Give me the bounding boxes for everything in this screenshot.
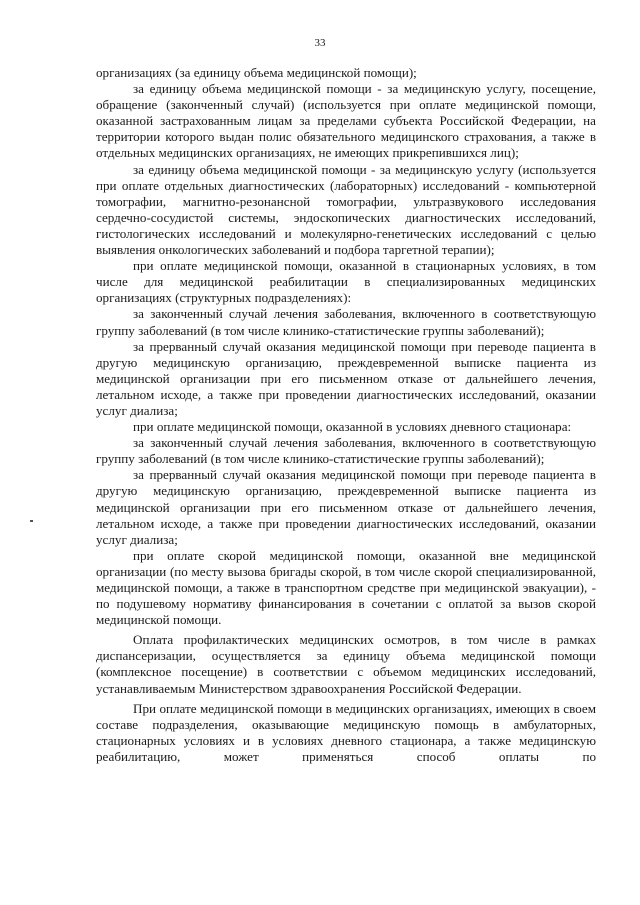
paragraph: за единицу объема медицинской помощи - за медицинскую услугу, посещение, обращение (законченный случай) (используется при оплате медицинской помощи, оказанной застрахованным лицам за пределами субъекта Российской Федерации, на территории которого выдан полис обязательного медицинского страхования, а также в отдельных медицинских организациях, не имеющих прикрепившихся лиц); <box>96 81 596 161</box>
page-number: 33 <box>314 37 326 49</box>
paragraph: за единицу объема медицинской помощи - за медицинскую услугу (используется при оплате отдельных диагностических (лабораторных) исследований - компьютерной томографии, магнитно-резонансной томографии, ультразвукового исследования сердечно-сосудистой системы, эндоскопических диагностических исследований, гистологических исследований и молекулярно-генетических исследований с целью выявления онкологических заболеваний и подбора таргетной терапии); <box>96 161 596 258</box>
paragraph: за законченный случай лечения заболевания, включенного в соответствующую группу заболеваний (в том числе клинико-статистические группы заболеваний); <box>96 306 596 338</box>
paragraph: за законченный случай лечения заболевания, включенного в соответствующую группу заболеваний (в том числе клинико-статистические группы заболеваний); <box>96 435 596 467</box>
paragraph: за прерванный случай оказания медицинской помощи при переводе пациента в другую медицинскую организацию, преждевременной выписке пациента из медицинской организации при его письменном отказе от дальнейшего лечения, летальном исходе, а также при проведении диагностических исследований, оказании услуг диализа; <box>96 467 596 547</box>
paragraph: При оплате медицинской помощи в медицинских организациях, имеющих в своем составе подразделения, оказывающие медицинскую помощь в амбулаторных, стационарных условиях и в условиях дневного стационара, а также медицинскую реабилитацию, может применяться способ оплаты по <box>96 700 596 764</box>
paragraph: при оплате медицинской помощи, оказанной в условиях дневного стационара: <box>133 419 572 435</box>
paragraph: при оплате медицинской помощи, оказанной в стационарных условиях, в том числе для медицинской реабилитации в специализированных медицинских организациях (структурных подразделениях): <box>96 258 596 306</box>
paragraph: за прерванный случай оказания медицинской помощи при переводе пациента в другую медицинскую организацию, преждевременной выписке пациента из медицинской организации при его письменном отказе от дальнейшего лечения, летальном исходе, а также при проведении диагностических исследований, оказании услуг диализа; <box>96 338 596 418</box>
scan-artifact <box>30 520 33 522</box>
document-body <box>96 65 596 765</box>
paragraph: при оплате скорой медицинской помощи, оказанной вне медицинской организации (по месту вызова бригады скорой, в том числе скорой специализированной, медицинской помощи, а также в транспортном средстве при медицинской эвакуации), - по подушевому нормативу финансирования в сочетании с оплатой за вызов скорой медицинской помощи. <box>96 547 596 628</box>
paragraph: Оплата профилактических медицинских осмотров, в том числе в рамках диспансеризации, осуществляется за единицу объема медицинской помощи (комплексное посещение) в соответствии с объемом медицинских исследований, устанавливаемым Министерством здравоохранения Российской Федерации. <box>96 632 596 696</box>
paragraph: организациях (за единицу объема медицинской помощи); <box>96 65 417 80</box>
